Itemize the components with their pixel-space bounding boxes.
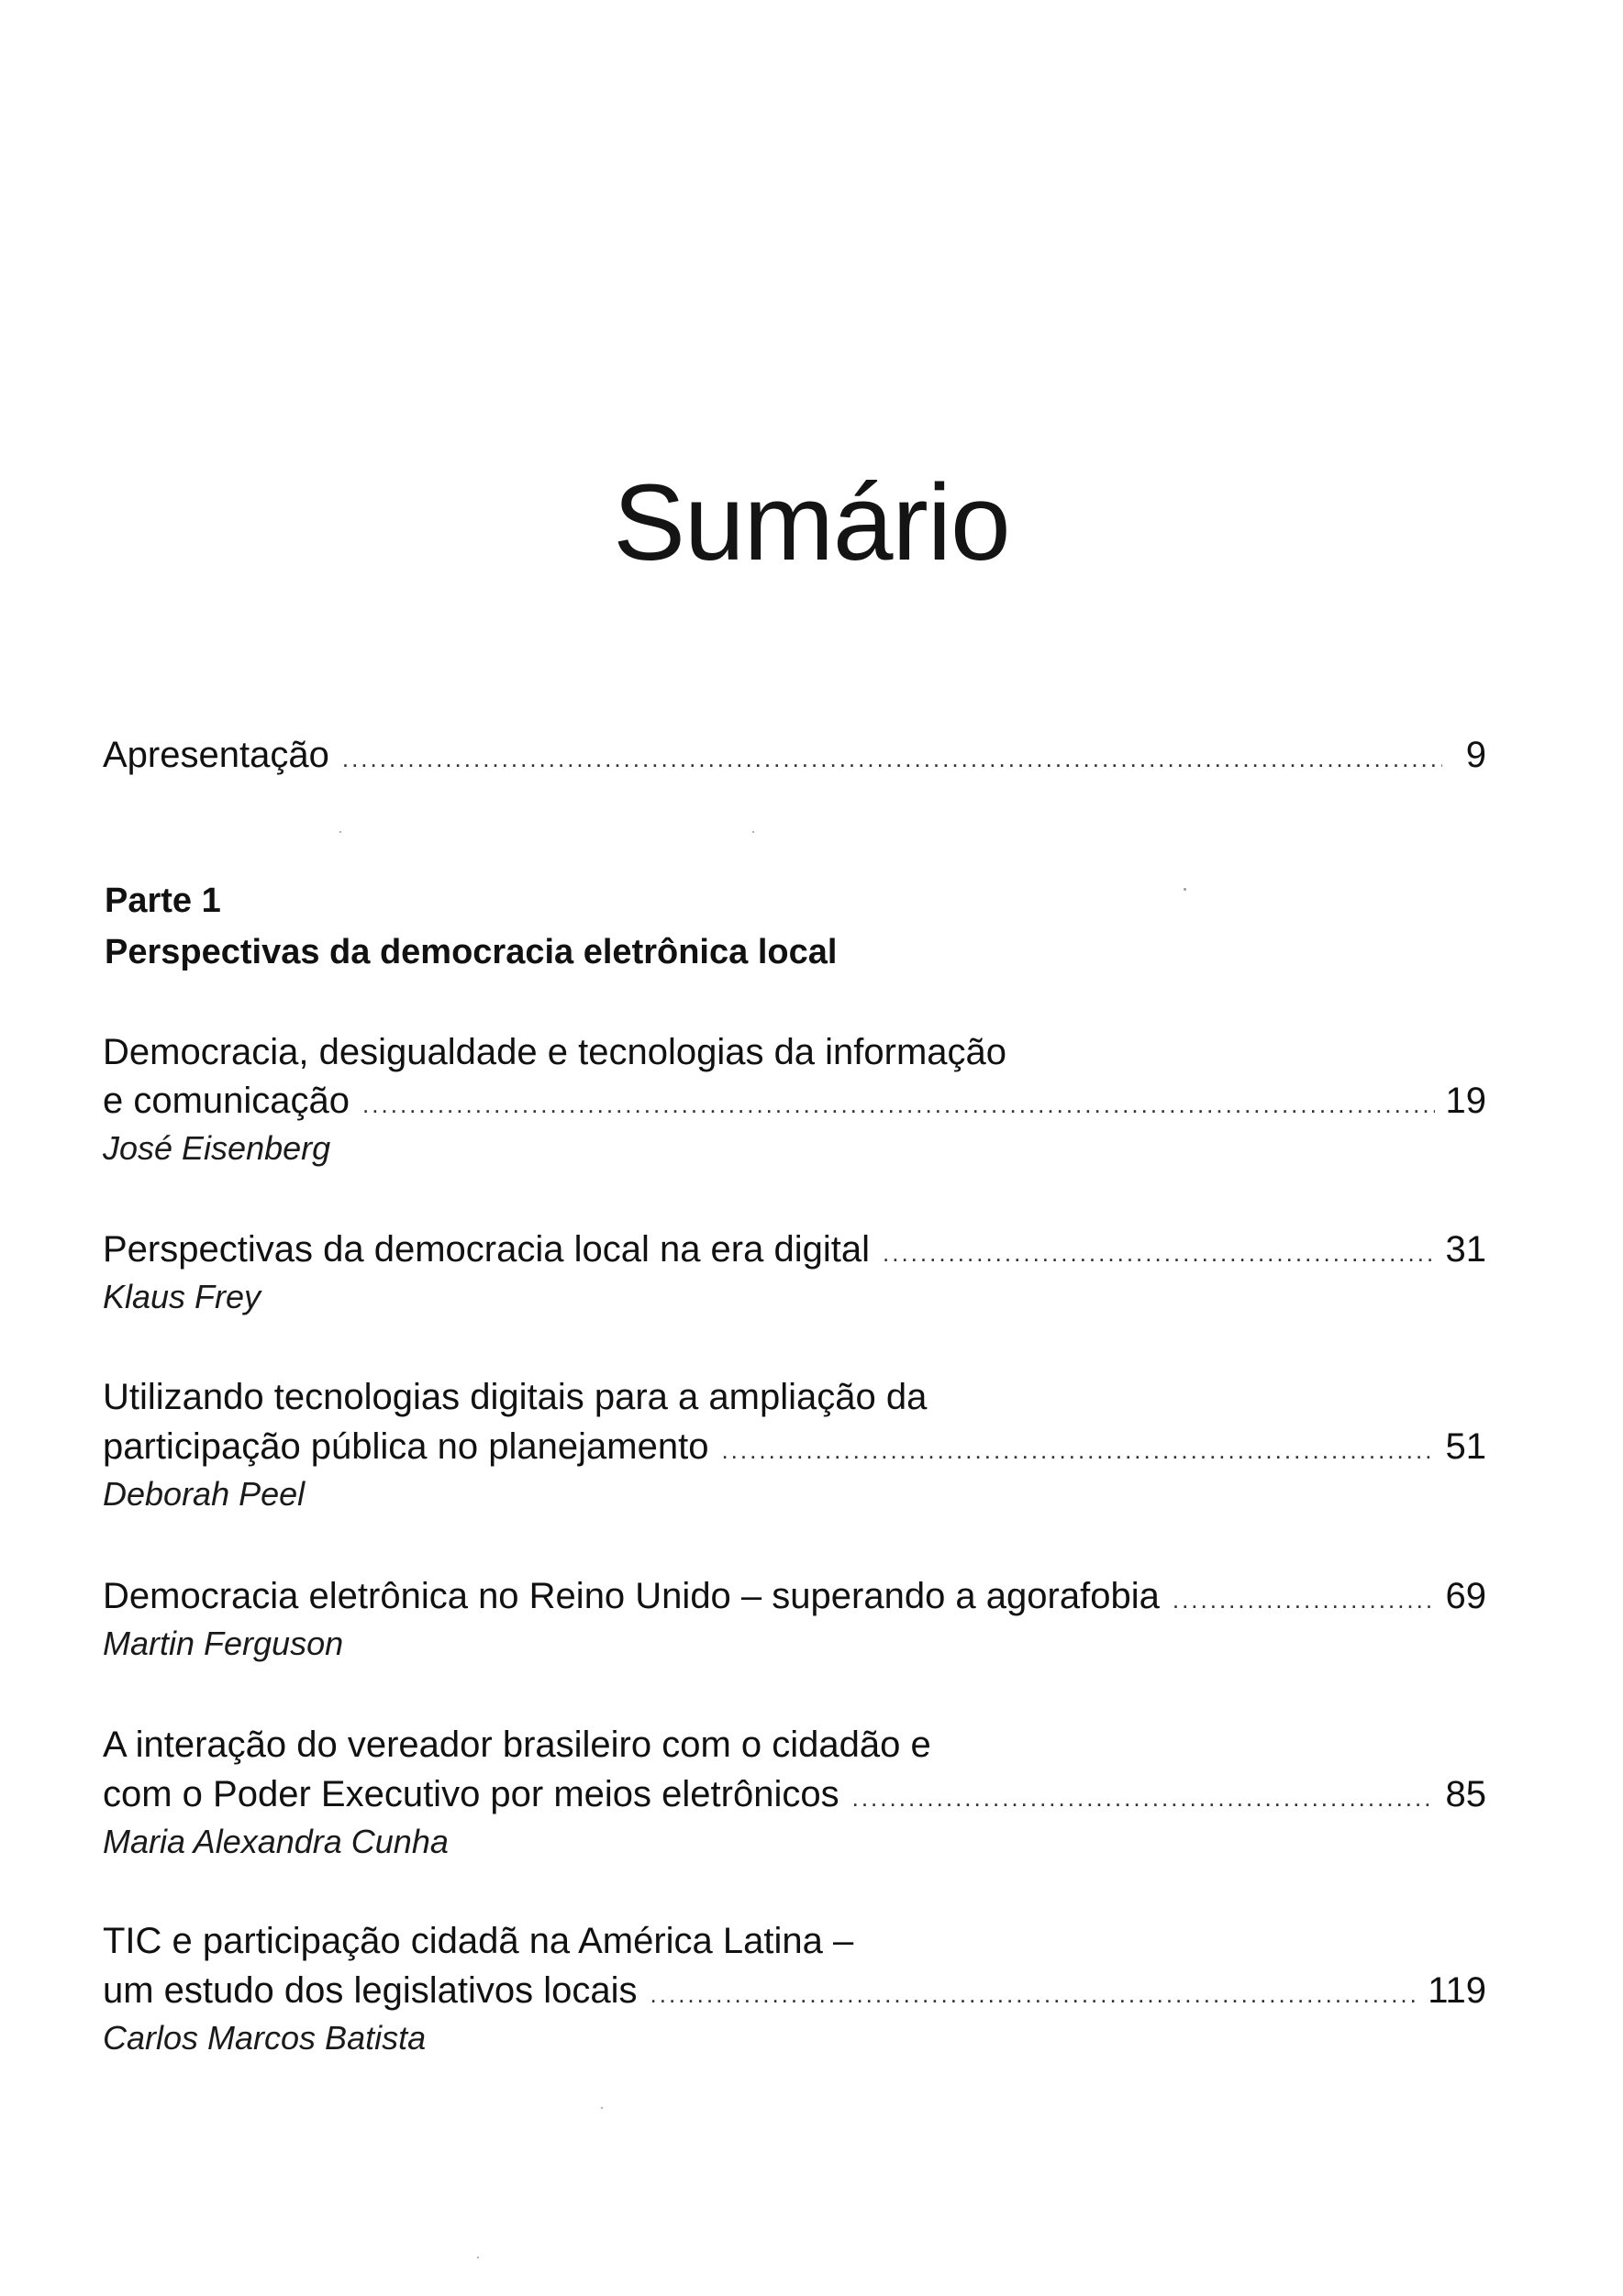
scan-speck [752,831,754,833]
page-number: 85 [1445,1774,1486,1814]
entry-title: e comunicação [103,1081,350,1121]
entry-author: Deborah Peel [103,1475,306,1513]
toc-entry-apresentacao[interactable] [103,731,1486,779]
toc-entry-2[interactable] [103,1226,1486,1273]
toc-entry-6[interactable] [103,1967,1486,2014]
dot-leader [1173,1576,1435,1624]
toc-entry-1[interactable] [103,1077,1486,1125]
entry-author: José Eisenberg [103,1129,331,1167]
toc-entry-4[interactable] [103,1572,1486,1620]
toc-entry-line: Utilizando tecnologias digitais para a ampliação da [103,1377,928,1417]
page-number: 51 [1445,1426,1486,1467]
entry-title: com o Poder Executivo por meios eletrônicos [103,1774,839,1814]
entry-title: Perspectivas da democracia local na era digital [103,1229,870,1270]
entry-author: Carlos Marcos Batista [103,2019,427,2057]
toc-entry-line: A interação do vereador brasileiro com o cidadão e [103,1725,931,1765]
entry-author: Maria Alexandra Cunha [103,1823,449,1860]
dot-leader [883,1229,1435,1277]
part-title: Perspectivas da democracia eletrônica local [105,933,838,971]
scan-speck [339,831,341,833]
part-label: Parte 1 [105,882,221,920]
page-number: 9 [1465,735,1486,775]
entry-author: Klaus Frey [103,1278,261,1315]
page-number: 31 [1445,1229,1486,1270]
entry-title: participação pública no planejamento [103,1426,709,1467]
dot-leader [362,1081,1434,1128]
dot-leader [650,1970,1417,2018]
entry-title: Apresentação [103,735,329,775]
toc-entry-line: Democracia, desigualdade e tecnologias da informação [103,1032,1007,1072]
dot-leader [852,1774,1435,1822]
toc-entry-3[interactable] [103,1423,1486,1470]
page-number: 69 [1445,1576,1486,1616]
page-number: 119 [1428,1970,1486,2011]
entry-title: Democracia eletrônica no Reino Unido – superando a agorafobia [103,1576,1160,1616]
page-title: Sumário [613,462,1010,584]
scan-speck [1184,888,1186,891]
page-number: 19 [1445,1081,1486,1121]
dot-leader [342,735,1442,782]
scan-speck [477,2257,479,2258]
toc-entry-5[interactable] [103,1770,1486,1818]
scan-speck [601,2107,603,2109]
dot-leader [721,1426,1434,1474]
toc-entry-line: TIC e participação cidadã na América Latina – [103,1921,854,1961]
entry-title: um estudo dos legislativos locais [103,1970,638,2011]
entry-author: Martin Ferguson [103,1625,344,1662]
